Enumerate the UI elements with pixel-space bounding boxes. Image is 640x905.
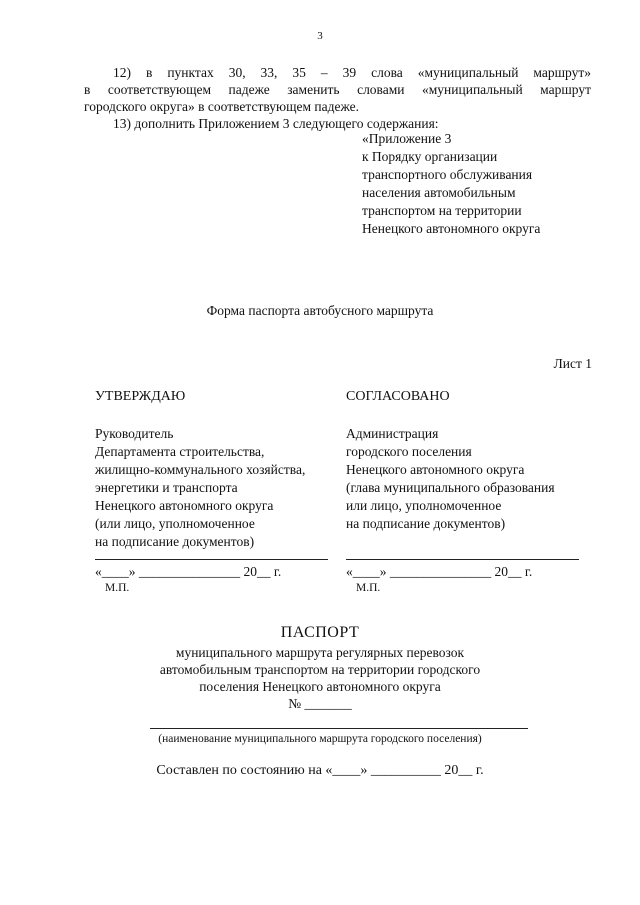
passport-number-line: № _______ (288, 696, 352, 711)
passport-line: поселения Ненецкого автономного округа (199, 679, 441, 694)
approve-block (95, 425, 305, 551)
agree-line: Ненецкого автономного округа (346, 462, 525, 477)
appendix-header (362, 130, 540, 238)
passport-title: ПАСПОРТ (280, 624, 360, 641)
route-name-caption: (наименование муниципального маршрута городского поселения) (158, 733, 482, 745)
approve-stamp-label: М.П. (105, 582, 130, 594)
appendix-line: Ненецкого автономного округа (362, 221, 541, 236)
form-title: Форма паспорта автобусного маршрута (206, 303, 434, 318)
approve-line: жилищно-коммунального хозяйства, (95, 462, 306, 477)
approve-line: Руководитель (95, 426, 174, 441)
approve-line: Департамента строительства, (95, 444, 265, 459)
appendix-line: «Приложение 3 (362, 131, 452, 146)
approve-line: на подписание документов) (95, 534, 255, 549)
agree-stamp-label: М.П. (356, 582, 381, 594)
agree-line: (глава муниципального образования (346, 480, 555, 495)
agree-heading: СОГЛАСОВАНО (346, 389, 450, 404)
approve-heading: УТВЕРЖДАЮ (95, 389, 186, 404)
appendix-line: к Порядку организации (362, 149, 498, 164)
paragraph-13: 13) дополнить Приложением 3 следующего содержания: (113, 116, 439, 131)
agree-line: городского поселения (346, 444, 472, 459)
approve-signature-line (95, 559, 328, 560)
appendix-line: населения автомобильным (362, 185, 516, 200)
appendix-line: транспортом на территории (362, 203, 522, 218)
approve-line: Ненецкого автономного округа (95, 498, 274, 513)
approve-line: энергетики и транспорта (95, 480, 238, 495)
approve-line: (или лицо, уполномоченное (95, 516, 255, 531)
paragraph-12-line-1: 12) в пунктах 30, 33, 35 – 39 слова «муниципальный маршрут» (113, 65, 591, 80)
agree-line: на подписание документов) (346, 516, 506, 531)
page-number: 3 (317, 30, 323, 42)
agree-date-line: «____» _______________ 20__ г. (346, 564, 533, 579)
route-name-line (150, 728, 528, 729)
agree-line: Администрация (346, 426, 439, 441)
approve-date-line: «____» _______________ 20__ г. (95, 564, 282, 579)
agree-signature-line (346, 559, 579, 560)
agree-block (346, 425, 555, 533)
sheet-label: Лист 1 (553, 356, 592, 371)
appendix-line: транспортного обслуживания (362, 167, 533, 182)
paragraph-12-line-2: в соответствующем падеже заменить словами «муниципальный маршрут (84, 82, 591, 97)
passport-line: автомобильным транспортом на территории городского (159, 662, 481, 677)
paragraph-12-line-3: городского округа» в соответствующем падеже. (84, 99, 360, 114)
agree-line: или лицо, уполномоченное (346, 498, 502, 513)
state-date-line: Составлен по состоянию на «____» __________ 20__ г. (156, 763, 484, 778)
passport-line: муниципального маршрута регулярных перевозок (175, 645, 465, 660)
